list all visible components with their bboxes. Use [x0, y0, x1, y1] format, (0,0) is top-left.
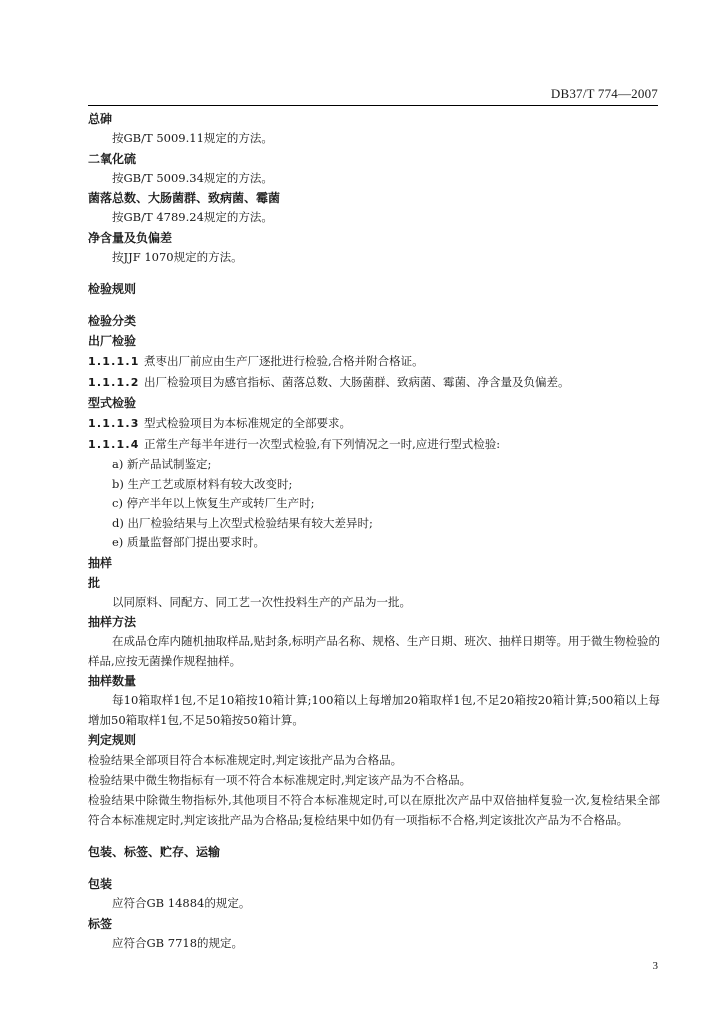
- clause-number: 1.1.1.2: [88, 376, 140, 389]
- text-packaging: 应符合GB 14884的规定。: [112, 896, 251, 910]
- list-item-b: b) 生产工艺或原材料有较大改变时;: [112, 476, 293, 491]
- list-item-e: e) 质量监督部门提出要求时。: [112, 535, 265, 549]
- clause-number: 1.1.1.4: [88, 438, 140, 451]
- clause-text: 正常生产每半年进行一次型式检验,有下列情况之一时,应进行型式检验:: [144, 437, 501, 451]
- page-number: 3: [652, 960, 658, 972]
- text-microbes: 按GB/T 4789.24规定的方法。: [112, 210, 273, 224]
- heading-batch: 批: [88, 575, 101, 590]
- heading-factory-inspection: 出厂检验: [88, 334, 137, 348]
- clause-number: 1.1.1.3: [88, 417, 140, 430]
- text-sampling-method: 在成品仓库内随机抽取样品,贴封条,标明产品名称、规格、生产日期、班次、抽样日期等。用于微生物检验的样品,应按无菌操作规程抽样。: [88, 634, 660, 668]
- heading-microbes: 菌落总数、大肠菌群、致病菌、霉菌: [88, 191, 281, 205]
- heading-sampling: 抽样: [88, 555, 113, 570]
- heading-total-arsenic: 总砷: [88, 112, 113, 126]
- text-net-content: 按JJF 1070规定的方法。: [112, 249, 243, 264]
- clause-text: 型式检验项目为本标准规定的全部要求。: [144, 416, 351, 430]
- text-sampling-quantity: 每10箱取样1包,不足10箱按10箱计算;100箱以上每增加20箱取样1包,不足20箱按20箱计算;500箱以上每增加50箱取样1包,不足50箱按50箱计算。: [88, 693, 660, 727]
- heading-sampling-method: 抽样方法: [88, 615, 137, 629]
- judgment-line-2: 检验结果中微生物指标有一项不符合本标准规定时,判定该产品为不合格品。: [88, 773, 472, 787]
- header-rule: [88, 105, 658, 106]
- clause-text: 煮枣出厂前应由生产厂逐批进行检验,合格并附合格证。: [144, 354, 424, 368]
- heading-sampling-quantity: 抽样数量: [88, 674, 137, 688]
- list-item-c: c) 停产半年以上恢复生产或转厂生产时;: [112, 496, 315, 510]
- text-batch: 以同原料、同配方、同工艺一次性投料生产的产品为一批。: [112, 594, 411, 609]
- text-label: 应符合GB 7718的规定。: [112, 935, 244, 950]
- judgment-line-1: 检验结果全部项目符合本标准规定时,判定该批产品为合格品。: [88, 753, 403, 767]
- text-total-arsenic: 按GB/T 5009.11规定的方法。: [112, 131, 273, 145]
- list-item-a: a) 新产品试制鉴定;: [112, 457, 212, 471]
- clause-1111: [88, 351, 660, 372]
- list-item-d: d) 出厂检验结果与上次型式检验结果有较大差异时;: [112, 515, 373, 530]
- text-sulfur-dioxide: 按GB/T 5009.34规定的方法。: [112, 170, 273, 185]
- heading-inspection-rules: 检验规则: [88, 282, 137, 296]
- heading-label: 标签: [88, 916, 113, 931]
- judgment-line-3: 检验结果中除微生物指标外,其他项目不符合本标准规定时,可以在原批次产品中双倍抽样复验一次,复检结果全部符合本标准规定时,判定该批产品为合格品;复检结果中如仍有一项指标不合格,判定该批次产品为不合格品。: [88, 793, 660, 827]
- heading-packaging: 包装: [88, 877, 113, 891]
- clause-1112: [88, 372, 660, 393]
- clause-number: 1.1.1.1: [88, 355, 140, 368]
- heading-type-inspection: 型式检验: [88, 396, 137, 410]
- clause-1114: [88, 434, 660, 455]
- heading-net-content: 净含量及负偏差: [88, 230, 173, 245]
- clause-1113: [88, 413, 660, 434]
- doc-code: DB37/T 774—2007: [550, 86, 658, 101]
- clause-text: 出厂检验项目为感官指标、菌落总数、大肠菌群、致病菌、霉菌、净含量及负偏差。: [144, 375, 570, 389]
- heading-inspection-classification: 检验分类: [88, 314, 137, 328]
- heading-judgment: 判定规则: [88, 733, 137, 747]
- heading-packaging-labeling: 包装、标签、贮存、运输: [88, 845, 221, 859]
- document-body: [88, 109, 660, 953]
- heading-sulfur-dioxide: 二氧化硫: [88, 151, 137, 166]
